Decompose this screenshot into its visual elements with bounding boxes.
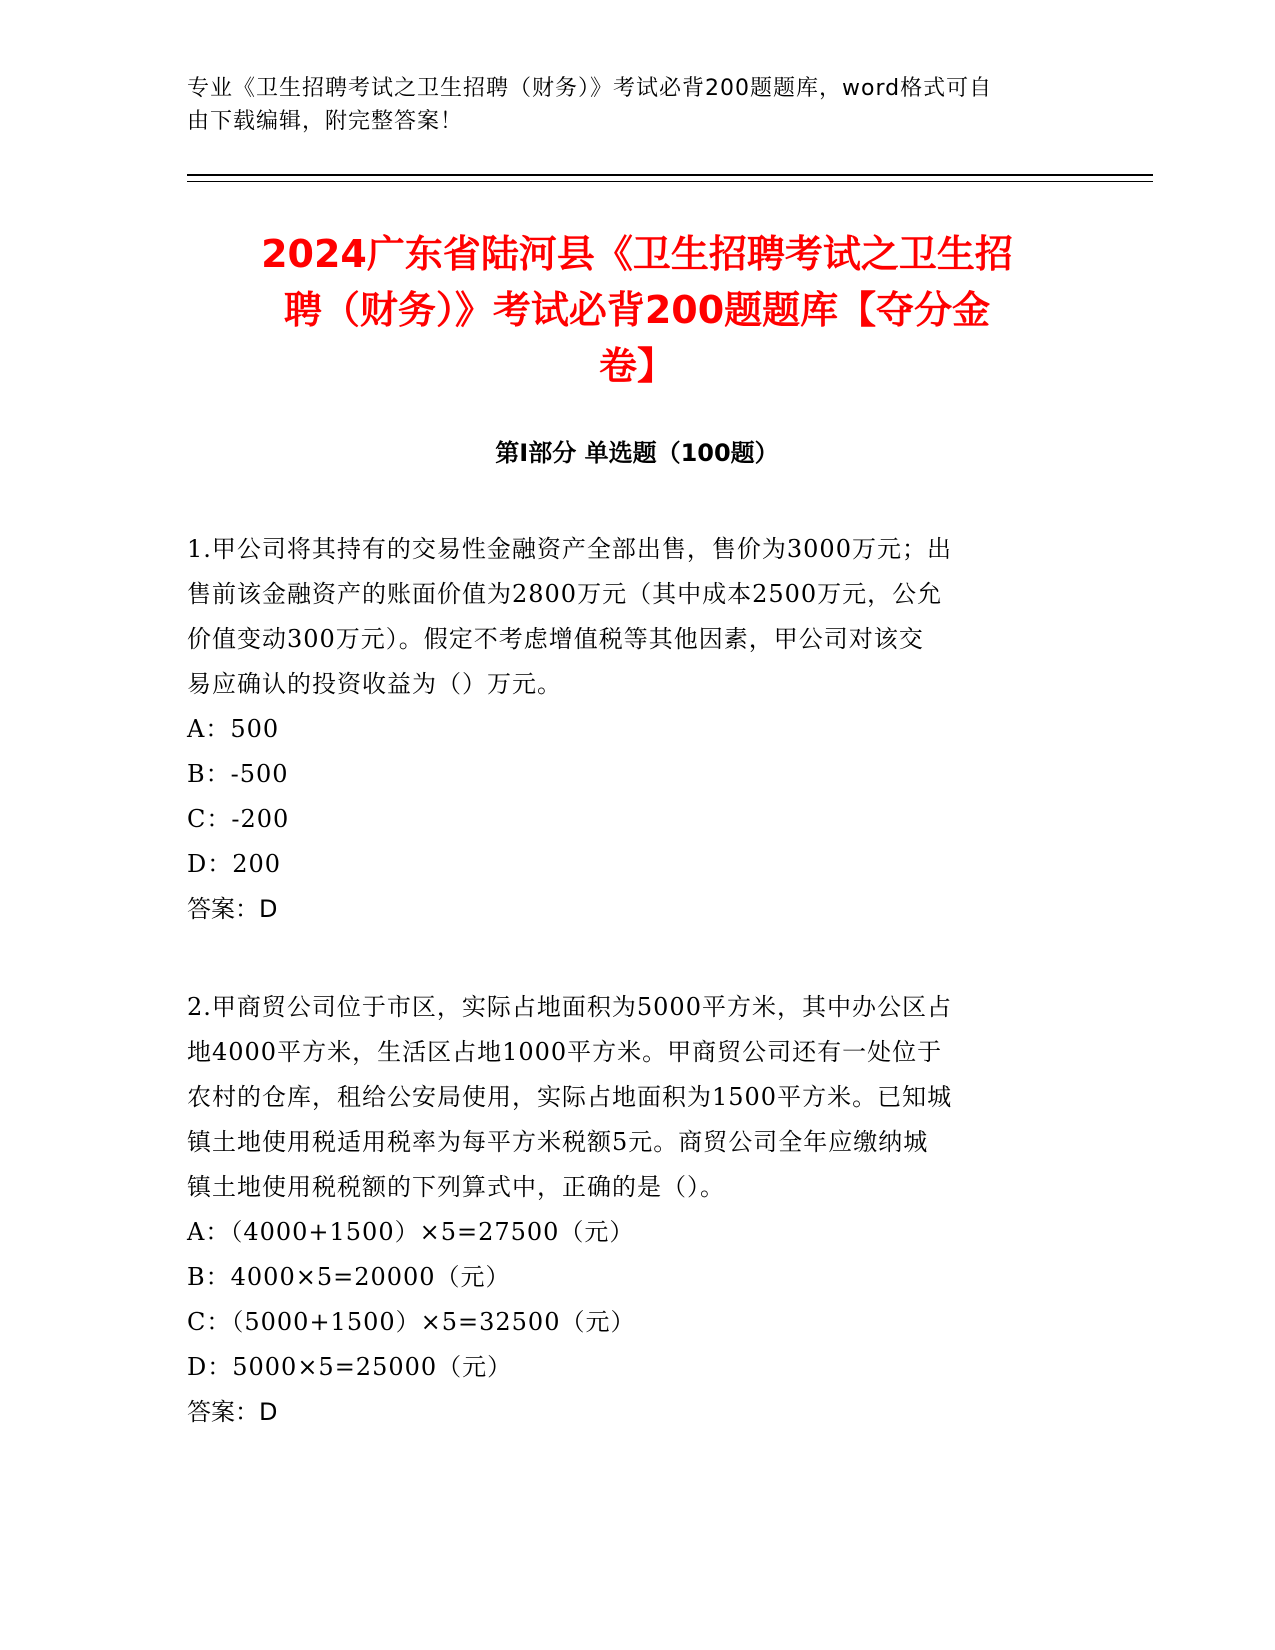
header-note [187, 72, 1087, 138]
option-b: B：-500 [187, 760, 289, 788]
header-divider-thick [187, 174, 1153, 176]
question-1 [187, 527, 1067, 932]
option-d: D：5000×5=25000（元） [187, 1353, 513, 1381]
question-stem-line: 镇土地使用税适用税率为每平方米税额5元。商贸公司全年应缴纳城 [187, 1128, 929, 1156]
question-stem-line: 1.甲公司将其持有的交易性金融资产全部出售，售价为3000万元；出 [187, 535, 952, 563]
question-stem-line: 2.甲商贸公司位于市区，实际占地面积为5000平方米，其中办公区占 [187, 993, 952, 1021]
header-divider-thin [187, 181, 1153, 182]
option-b: B：4000×5=20000（元） [187, 1263, 511, 1291]
question-stem-line: 价值变动300万元）。假定不考虑增值税等其他因素，甲公司对该交 [187, 625, 924, 653]
document-title-line-1: 2024广东省陆河县《卫生招聘考试之卫生招 [261, 232, 1013, 276]
question-stem-line: 售前该金融资产的账面价值为2800万元（其中成本2500万元，公允 [187, 580, 943, 608]
option-c: C：-200 [187, 805, 290, 833]
option-a: A：（4000+1500）×5=27500（元） [187, 1218, 635, 1246]
option-c: C：（5000+1500）×5=32500（元） [187, 1308, 636, 1336]
document-title-line-3: 卷】 [598, 344, 675, 388]
section-heading: 第I部分 单选题（100题） [495, 439, 779, 467]
header-note-line-2: 由下载编辑，附完整答案！ [187, 109, 464, 134]
answer: 答案：D [187, 1398, 278, 1426]
option-d: D：200 [187, 850, 282, 878]
answer: 答案：D [187, 895, 278, 923]
question-stem-line: 易应确认的投资收益为（）万元。 [187, 670, 562, 698]
option-a: A：500 [187, 715, 280, 743]
document-title-line-2: 聘（财务）》考试必背200题题库【夺分金 [283, 288, 991, 332]
question-stem-line: 地4000平方米，生活区占地1000平方米。甲商贸公司还有一处位于 [187, 1038, 943, 1066]
question-2 [187, 985, 1067, 1435]
question-stem-line: 镇土地使用税税额的下列算式中，正确的是（）。 [187, 1173, 725, 1201]
header-note-line-1: 专业《卫生招聘考试之卫生招聘（财务）》考试必背200题题库，word格式可自 [187, 76, 993, 101]
question-stem-line: 农村的仓库，租给公安局使用，实际占地面积为1500平方米。已知城 [187, 1083, 953, 1111]
document-title [187, 226, 1087, 394]
